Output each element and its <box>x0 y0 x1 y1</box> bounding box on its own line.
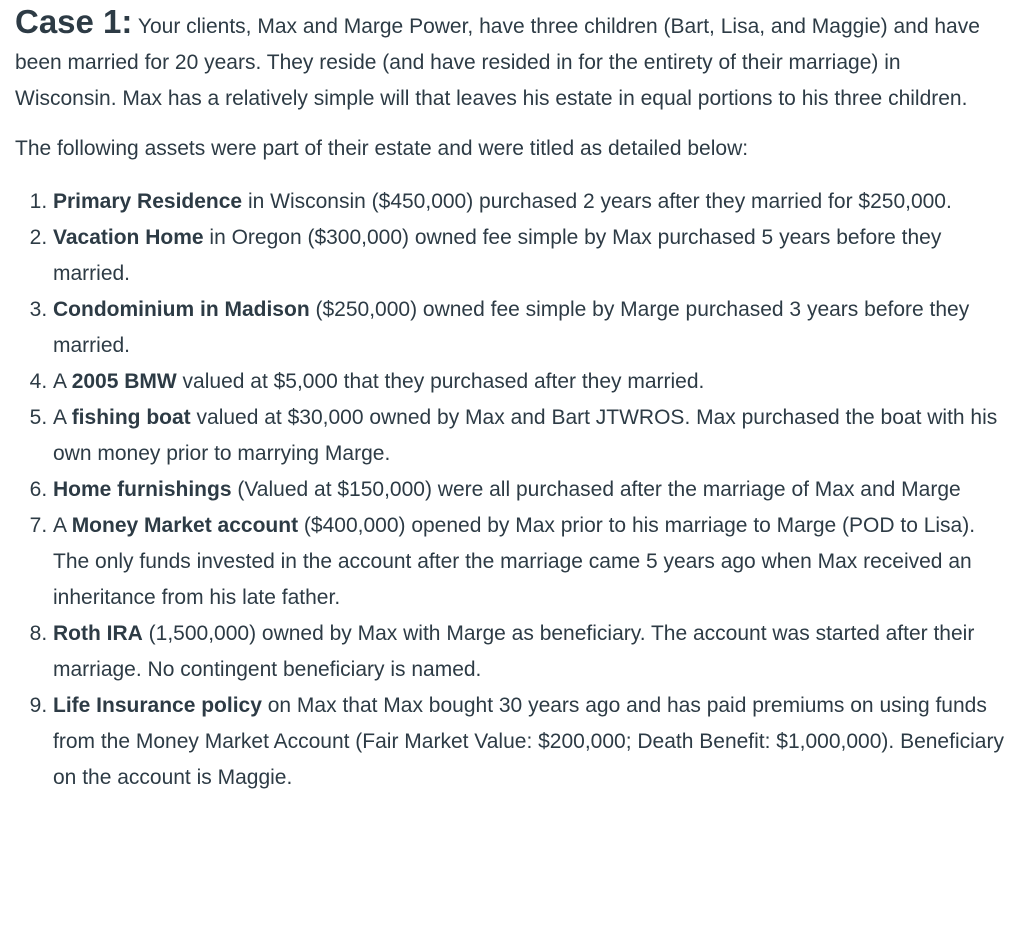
case-title: Case 1: <box>15 3 133 40</box>
list-item: 8. Roth IRA (1,500,000) owned by Max with Marge as beneficiary. The account was started after their marriage. No contingent beneficiary is named. <box>53 616 1005 688</box>
list-item: 9. Life Insurance policy on Max that Max bought 30 years ago and has paid premiums on using funds from the Money Market Account (Fair Market Value: $200,000; Death Benefit: $1,000,000). Beneficiary on the account is Maggie. <box>53 688 1005 796</box>
case-paragraph <box>15 0 1005 117</box>
asset-name: Home furnishings <box>53 478 232 501</box>
asset-name: Life Insurance policy <box>53 694 262 717</box>
asset-name: Vacation Home <box>53 226 204 249</box>
list-item: 4. A 2005 BMW valued at $5,000 that they purchased after they married. <box>53 364 1005 400</box>
asset-name: 2005 BMW <box>71 370 177 393</box>
asset-name: Roth IRA <box>53 622 143 645</box>
document-body <box>15 0 1005 796</box>
list-item: 5. A fishing boat valued at $30,000 owned by Max and Bart JTWROS. Max purchased the boat with his own money prior to marrying Marge. <box>53 400 1005 472</box>
asset-name: Primary Residence <box>53 190 243 213</box>
list-item: 2. Vacation Home in Oregon ($300,000) owned fee simple by Max purchased 5 years before they married. <box>53 220 1005 292</box>
list-item: 6. Home furnishings (Valued at $150,000) were all purchased after the marriage of Max and Marge <box>53 472 1005 508</box>
case-text: Your clients, Max and Marge Power, have three children (Bart, Lisa, and Maggie) and have been married for 20 years. They reside (and have resided in for the entirety of their marriage) in Wisconsin. Max has a relatively simple will that leaves his estate in equal portions to his three children. <box>15 15 980 110</box>
asset-name: Money Market account <box>71 514 299 537</box>
asset-name: fishing boat <box>71 406 191 429</box>
assets-intro: The following assets were part of their estate and were titled as detailed below: <box>15 137 749 160</box>
list-item: 7. A Money Market account ($400,000) opened by Max prior to his marriage to Marge (POD to Lisa). The only funds invested in the account after the marriage came 5 years ago when Max received an inheritance from his late father. <box>53 508 1005 616</box>
list-item: 3. Condominium in Madison ($250,000) owned fee simple by Marge purchased 3 years before they married. <box>53 292 1005 364</box>
asset-name: Condominium in Madison <box>53 298 310 321</box>
list-item: 1. Primary Residence in Wisconsin ($450,000) purchased 2 years after they married for $250,000. <box>53 184 1005 220</box>
assets-list <box>15 184 1005 796</box>
